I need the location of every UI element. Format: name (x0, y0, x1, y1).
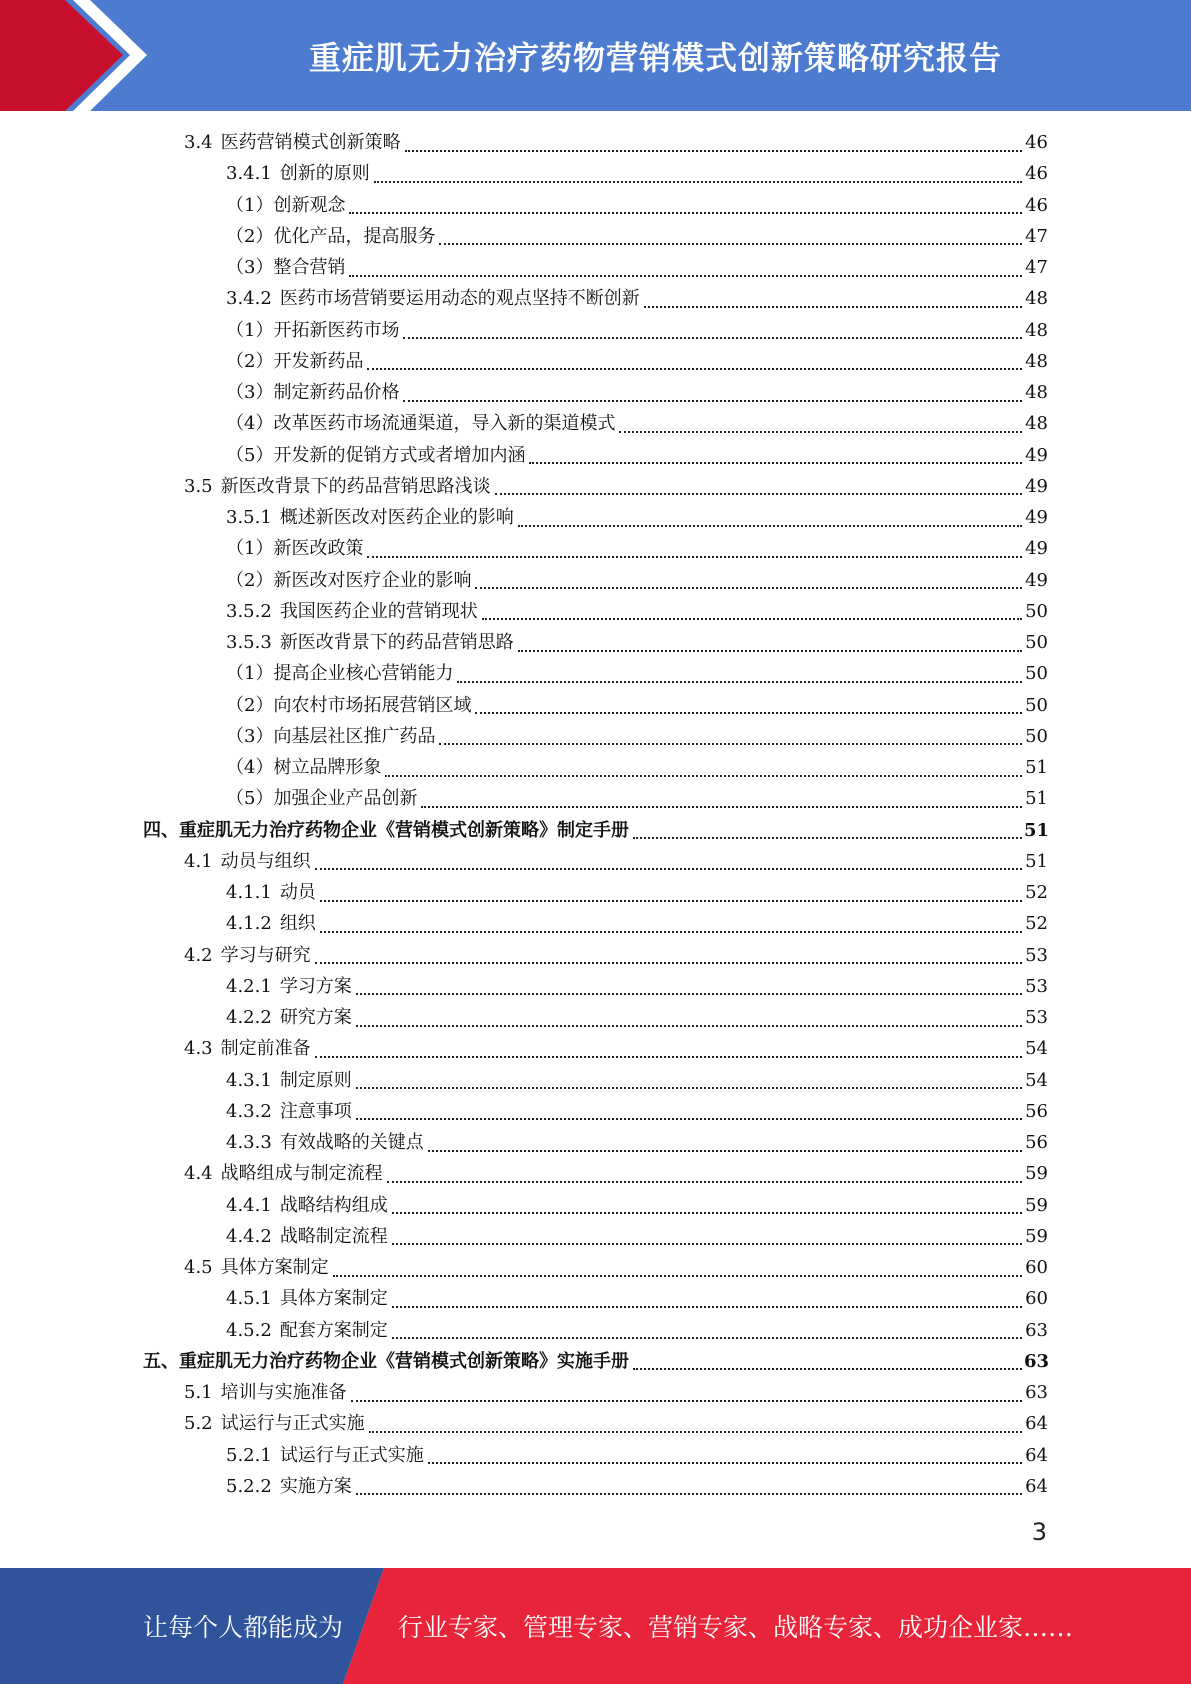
toc-entry[interactable] (143, 815, 1048, 846)
toc-entry-number: 4.2.2 (226, 1007, 272, 1028)
toc-entry[interactable] (226, 1190, 1048, 1221)
toc-entry[interactable] (143, 1346, 1048, 1377)
toc-entry-number: （1） (226, 663, 274, 685)
toc-entry-number: 4.1.1 (226, 882, 272, 903)
toc-entry-page: 49 (1025, 444, 1048, 466)
toc-entry[interactable] (184, 1252, 1048, 1283)
toc-entry-number: 5.1 (184, 1382, 213, 1403)
toc-dot-leader (315, 1056, 1022, 1058)
toc-dot-leader (315, 962, 1022, 964)
footer-slogan-left: 让每个人都能成为 (143, 1613, 344, 1642)
toc-entry-number: 3.4.1 (226, 163, 272, 185)
toc-entry-label: 医药营销模式创新策略 (220, 132, 401, 153)
toc-dot-leader (367, 556, 1022, 558)
toc-entry[interactable] (184, 1408, 1048, 1439)
toc-entry-number: （1） (226, 538, 274, 560)
toc-entry-label: 具体方案制定 (220, 1257, 329, 1278)
toc-entry-number: 4.2.1 (226, 975, 272, 997)
toc-entry-number: （1） (226, 194, 274, 216)
toc-entry-label: 试运行与正式实施 (220, 1413, 365, 1435)
toc-entry[interactable] (226, 1096, 1048, 1127)
toc-entry-page: 59 (1025, 1194, 1048, 1216)
toc-entry[interactable] (184, 1377, 1048, 1408)
toc-entry-label: 战略结构组成 (279, 1194, 388, 1216)
toc-dot-leader (475, 587, 1022, 589)
toc-entry-number: （1） (226, 319, 274, 341)
toc-entry-page: 60 (1025, 1257, 1048, 1278)
toc-dot-leader (529, 462, 1022, 464)
toc-entry-page: 49 (1025, 569, 1048, 591)
toc-entry-label: 组织 (279, 913, 316, 935)
toc-entry-number: （2） (226, 694, 274, 716)
toc-entry-page: 52 (1025, 913, 1048, 935)
toc-entry[interactable] (226, 252, 1048, 283)
toc-entry-label: 重症肌无力治疗药物企业《营销模式创新策略》实施手册 (179, 1350, 629, 1372)
toc-entry-label: 我国医药企业的营销现状 (279, 600, 478, 622)
toc-entry[interactable] (226, 1283, 1048, 1314)
toc-entry-page: 52 (1025, 882, 1048, 903)
toc-entry-page: 49 (1025, 507, 1048, 528)
toc-entry-number: （4） (226, 413, 274, 435)
toc-entry[interactable] (226, 158, 1048, 189)
toc-entry-label: 试运行与正式实施 (279, 1444, 424, 1466)
toc-dot-leader (475, 712, 1022, 714)
toc-entry-number: 3.4.2 (226, 288, 272, 310)
toc-entry-label: 学习与研究 (220, 944, 311, 966)
toc-entry-number: 3.4 (184, 132, 213, 153)
toc-entry-page: 60 (1025, 1288, 1048, 1310)
toc-entry-label: 动员 (279, 882, 316, 903)
toc-entry[interactable] (184, 471, 1048, 502)
toc-dot-leader (349, 275, 1022, 277)
toc-entry-page: 51 (1025, 850, 1048, 872)
toc-entry-page: 56 (1025, 1132, 1048, 1153)
toc-entry-page: 50 (1025, 663, 1048, 685)
footer-banner (0, 1568, 1191, 1684)
toc-dot-leader (387, 1181, 1022, 1183)
toc-entry-label: 动员与组织 (220, 850, 311, 872)
toc-entry[interactable] (226, 627, 1048, 658)
toc-entry-number: 4.2 (184, 944, 213, 966)
toc-dot-leader (356, 1118, 1022, 1120)
toc-dot-leader (633, 837, 1022, 839)
toc-entry-label: 制定原则 (279, 1069, 352, 1091)
toc-entry-number: （2） (226, 225, 274, 247)
toc-dot-leader (392, 1306, 1022, 1308)
toc-entry-number: 4.1 (184, 850, 213, 872)
toc-dot-leader (356, 993, 1022, 995)
toc-entry-label: 战略组成与制定流程 (220, 1163, 383, 1185)
toc-entry[interactable] (184, 1033, 1048, 1064)
toc-entry-label: 树立品牌形象 (273, 757, 382, 778)
toc-entry-page: 46 (1025, 132, 1048, 153)
toc-dot-leader (385, 775, 1022, 777)
toc-entry[interactable] (226, 908, 1048, 939)
toc-entry-label: 开拓新医药市场 (273, 319, 400, 341)
toc-entry[interactable] (184, 1158, 1048, 1189)
toc-dot-leader (405, 150, 1022, 152)
toc-entry-page: 50 (1025, 600, 1048, 622)
toc-entry[interactable] (184, 846, 1048, 877)
toc-dot-leader (439, 743, 1022, 745)
toc-entry-page: 50 (1025, 694, 1048, 716)
toc-entry-number: 4.4.2 (226, 1225, 272, 1247)
toc-entry-number: 4.5.2 (226, 1319, 272, 1341)
toc-entry-page: 53 (1025, 1007, 1048, 1028)
toc-entry-number: 4.4.1 (226, 1194, 272, 1216)
toc-dot-leader (367, 368, 1022, 370)
toc-entry-number: 4.5.1 (226, 1288, 272, 1310)
toc-entry-label: 概述新医改对医药企业的影响 (279, 507, 514, 528)
toc-dot-leader (619, 431, 1022, 433)
toc-entry-page: 47 (1025, 257, 1048, 278)
toc-dot-leader (356, 1025, 1022, 1027)
toc-dot-leader (351, 1400, 1022, 1402)
toc-entry-page: 50 (1025, 725, 1048, 747)
toc-dot-leader (439, 243, 1022, 245)
toc-entry[interactable] (226, 190, 1048, 221)
toc-entry-page: 50 (1025, 632, 1048, 653)
toc-dot-leader (428, 1150, 1022, 1152)
toc-dot-leader (315, 868, 1022, 870)
toc-dot-leader (349, 212, 1022, 214)
toc-entry-page: 54 (1025, 1038, 1048, 1060)
toc-entry[interactable] (226, 1440, 1048, 1471)
toc-dot-leader (403, 400, 1022, 402)
toc-entry-label: 新医改背景下的药品营销思路浅谈 (220, 475, 491, 497)
toc-entry[interactable] (226, 877, 1048, 908)
toc-entry-number: （2） (226, 350, 274, 372)
toc-entry[interactable] (226, 440, 1048, 471)
toc-dot-leader (392, 1212, 1022, 1214)
toc-entry-label: 制定前准备 (220, 1038, 311, 1060)
toc-entry-number: （4） (226, 757, 274, 778)
toc-dot-leader (374, 181, 1022, 183)
toc-dot-leader (369, 1431, 1022, 1433)
toc-entry[interactable] (226, 377, 1048, 408)
toc-dot-leader (495, 493, 1022, 495)
toc-entry-number: 4.5 (184, 1257, 213, 1278)
toc-dot-leader (320, 931, 1022, 933)
toc-entry-page: 64 (1025, 1413, 1048, 1435)
toc-entry-number: 3.5.2 (226, 600, 272, 622)
toc-entry[interactable] (226, 690, 1048, 721)
toc-entry-number: 5.2.2 (226, 1475, 272, 1497)
toc-entry-page: 56 (1025, 1100, 1048, 1122)
toc-entry-page: 59 (1025, 1225, 1048, 1247)
toc-entry-number: 4.3.3 (226, 1132, 272, 1153)
toc-dot-leader (457, 681, 1022, 683)
toc-entry[interactable] (226, 783, 1048, 814)
toc-entry[interactable] (226, 283, 1048, 314)
toc-dot-leader (320, 900, 1022, 902)
toc-entry-label: 注意事项 (279, 1100, 352, 1122)
toc-entry-label: 新医改对医疗企业的影响 (273, 569, 472, 591)
toc-entry-number: 4.3 (184, 1038, 213, 1060)
toc-entry-page: 63 (1025, 1319, 1048, 1341)
page-number: 3 (1031, 1518, 1047, 1546)
toc-entry-label: 重症肌无力治疗药物企业《营销模式创新策略》制定手册 (179, 819, 629, 841)
toc-dot-leader (633, 1368, 1022, 1370)
toc-entry-number: 4.3.1 (226, 1069, 272, 1091)
toc-entry[interactable] (226, 1471, 1048, 1502)
toc-entry[interactable] (226, 565, 1048, 596)
report-title: 重症肌无力治疗药物营销模式创新策略研究报告 (308, 38, 1002, 77)
toc-entry-label: 开发新的促销方式或者增加内涵 (273, 444, 526, 466)
toc-entry-number: （3） (226, 382, 274, 403)
toc-entry[interactable] (226, 1002, 1048, 1033)
toc-entry-number: （5） (226, 444, 274, 466)
toc-entry-number: 5.2.1 (226, 1444, 272, 1466)
toc-entry-number: 5.2 (184, 1413, 213, 1435)
toc-entry[interactable] (226, 1315, 1048, 1346)
report-header (0, 0, 1191, 111)
toc-entry-number: 4.3.2 (226, 1100, 272, 1122)
toc-dot-leader (421, 806, 1022, 808)
toc-entry-number: （3） (226, 725, 274, 747)
toc-entry[interactable] (226, 346, 1048, 377)
toc-dot-leader (428, 1462, 1022, 1464)
toc-entry-label: 实施方案 (279, 1475, 352, 1497)
toc-entry-page: 53 (1025, 944, 1048, 966)
toc-entry-number: （3） (226, 257, 274, 278)
toc-entry-label: 创新观念 (273, 194, 346, 216)
toc-entry-number: （5） (226, 788, 274, 810)
toc-entry-number: 3.5.3 (226, 632, 272, 653)
toc-entry-number: 四、 (143, 819, 179, 841)
toc-entry-page: 46 (1025, 194, 1048, 216)
toc-entry-page: 64 (1025, 1475, 1048, 1497)
toc-entry-label: 新医改背景下的药品营销思路 (279, 632, 514, 653)
toc-entry-number: （2） (226, 569, 274, 591)
toc-entry-label: 有效战略的关键点 (279, 1132, 424, 1153)
toc-entry-label: 向农村市场拓展营销区域 (273, 694, 472, 716)
toc-entry[interactable] (226, 221, 1048, 252)
toc-entry[interactable] (226, 596, 1048, 627)
toc-entry-page: 46 (1025, 163, 1048, 185)
toc-entry-page: 51 (1025, 757, 1048, 778)
toc-entry-label: 整合营销 (273, 257, 346, 278)
toc-entry-page: 47 (1025, 225, 1048, 247)
toc-entry[interactable] (226, 1221, 1048, 1252)
toc-entry[interactable] (226, 408, 1048, 439)
toc-entry-page: 48 (1025, 350, 1048, 372)
toc-entry-label: 开发新药品 (273, 350, 364, 372)
toc-entry[interactable] (226, 315, 1048, 346)
toc-entry[interactable] (226, 721, 1048, 752)
toc-entry-page: 48 (1025, 382, 1048, 403)
toc-dot-leader (518, 650, 1022, 652)
toc-entry-label: 改革医药市场流通渠道，导入新的渠道模式 (273, 413, 616, 435)
toc-entry[interactable] (226, 1065, 1048, 1096)
toc-entry[interactable] (226, 658, 1048, 689)
toc-entry-page: 63 (1025, 1382, 1048, 1403)
toc-entry-label: 学习方案 (279, 975, 352, 997)
toc-entry-label: 提高企业核心营销能力 (273, 663, 454, 685)
footer-slogan-right: 行业专家、管理专家、营销专家、战略专家、成功企业家…… (398, 1613, 1074, 1642)
toc-entry-label: 医药市场营销要运用动态的观点坚持不断创新 (279, 288, 640, 310)
toc-entry-page: 48 (1025, 288, 1048, 310)
toc-entry[interactable] (184, 940, 1048, 971)
toc-entry-label: 战略制定流程 (279, 1225, 388, 1247)
toc-entry-number: 3.5 (184, 475, 213, 497)
toc-entry-page: 51 (1025, 788, 1048, 810)
toc-dot-leader (392, 1337, 1022, 1339)
toc-entry-label: 培训与实施准备 (220, 1382, 347, 1403)
toc-entry-number: 4.4 (184, 1163, 213, 1185)
toc-entry-page: 63 (1024, 1350, 1050, 1372)
toc-entry-label: 优化产品，提高服务 (273, 225, 436, 247)
toc-entry[interactable] (226, 502, 1048, 533)
toc-entry-number: 3.5.1 (226, 507, 272, 528)
toc-entry-number: 五、 (143, 1350, 179, 1372)
toc-entry[interactable] (226, 752, 1048, 783)
toc-entry[interactable] (226, 1127, 1048, 1158)
toc-dot-leader (356, 1087, 1022, 1089)
toc-entry-label: 配套方案制定 (279, 1319, 388, 1341)
toc-entry[interactable] (184, 127, 1048, 158)
toc-entry-page: 49 (1025, 538, 1048, 560)
toc-entry-number: 4.1.2 (226, 913, 272, 935)
toc-entry-page: 54 (1025, 1069, 1048, 1091)
toc-entry[interactable] (226, 971, 1048, 1002)
toc-entry-page: 64 (1025, 1444, 1048, 1466)
toc-dot-leader (644, 306, 1022, 308)
toc-entry-page: 48 (1025, 319, 1048, 341)
toc-entry-page: 59 (1025, 1163, 1048, 1185)
toc-dot-leader (482, 618, 1022, 620)
toc-entry-page: 48 (1025, 413, 1048, 435)
toc-dot-leader (403, 337, 1022, 339)
toc-entry-page: 49 (1025, 475, 1048, 497)
toc-dot-leader (518, 525, 1022, 527)
toc-dot-leader (333, 1275, 1022, 1277)
toc-entry-label: 制定新药品价格 (273, 382, 400, 403)
toc-dot-leader (356, 1493, 1022, 1495)
toc-dot-leader (392, 1243, 1022, 1245)
header-chevron-decoration (0, 0, 160, 111)
toc-entry-label: 新医改政策 (273, 538, 364, 560)
toc-entry[interactable] (226, 533, 1048, 564)
toc-entry-label: 具体方案制定 (279, 1288, 388, 1310)
toc-entry-page: 53 (1025, 975, 1048, 997)
toc-entry-page: 51 (1024, 819, 1050, 841)
toc-entry-label: 向基层社区推广药品 (273, 725, 436, 747)
toc-entry-label: 研究方案 (279, 1007, 352, 1028)
toc-entry-label: 加强企业产品创新 (273, 788, 418, 810)
toc-entry-label: 创新的原则 (279, 163, 370, 185)
